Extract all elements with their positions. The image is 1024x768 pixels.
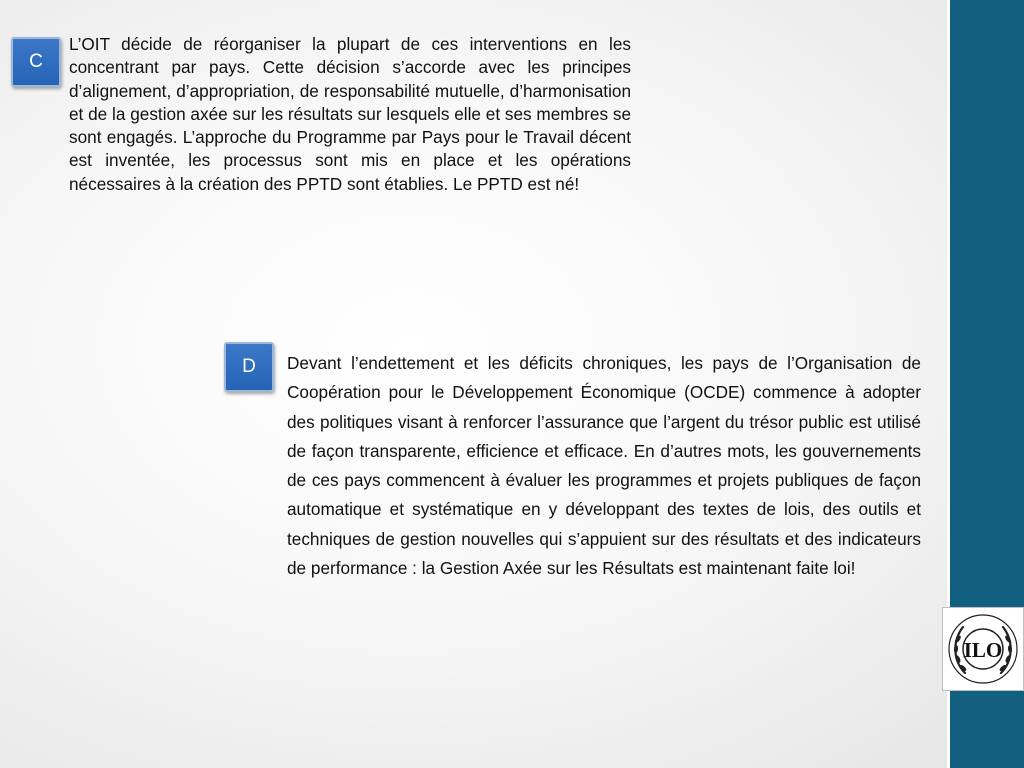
section-c-badge [11, 37, 61, 87]
ilo-logo [942, 607, 1024, 691]
ilo-logo-text: ILO [963, 638, 1003, 662]
section-c-paragraph: L’OIT décide de réorganiser la plupart de ces interventions en les concentrant par pays. Cette décision s’accorde avec les principes d’alignement, d’appropriation, de responsabilité mutuelle, d’harmonisation et de la gestion axée sur les résultats sur lesquels elle et ses membres se sont engagés. L’approche du Programme par Pays pour le Travail décent est inventée, les processus sont mis en place et les opérations nécessaires à la création des PPTD sont établies. Le PPTD est né! [69, 34, 631, 194]
ilo-emblem-icon [945, 611, 1021, 687]
section-c-badge-label: C [29, 51, 43, 72]
section-d-badge [224, 342, 274, 392]
section-d-paragraph: Devant l’endettement et les déficits chroniques, les pays de l’Organisation de Coopération pour le Développement Économique (OCDE) commence à adopter des politiques visant à renforcer l’assurance que l’argent du trésor public est utilisé de façon transparente, efficience et efficace. En d’autres mots, les gouvernements de ces pays commencent à évaluer les programmes et projets publiques de façon automatique et systématique en y développant des textes de lois, des outils et techniques de gestion nouvelles qui s’appuient sur des résultats et des indicateurs de performance : la Gestion Axée sur les Résultats est maintenant faite loi! [287, 353, 921, 579]
section-d-badge-label: D [242, 356, 256, 377]
